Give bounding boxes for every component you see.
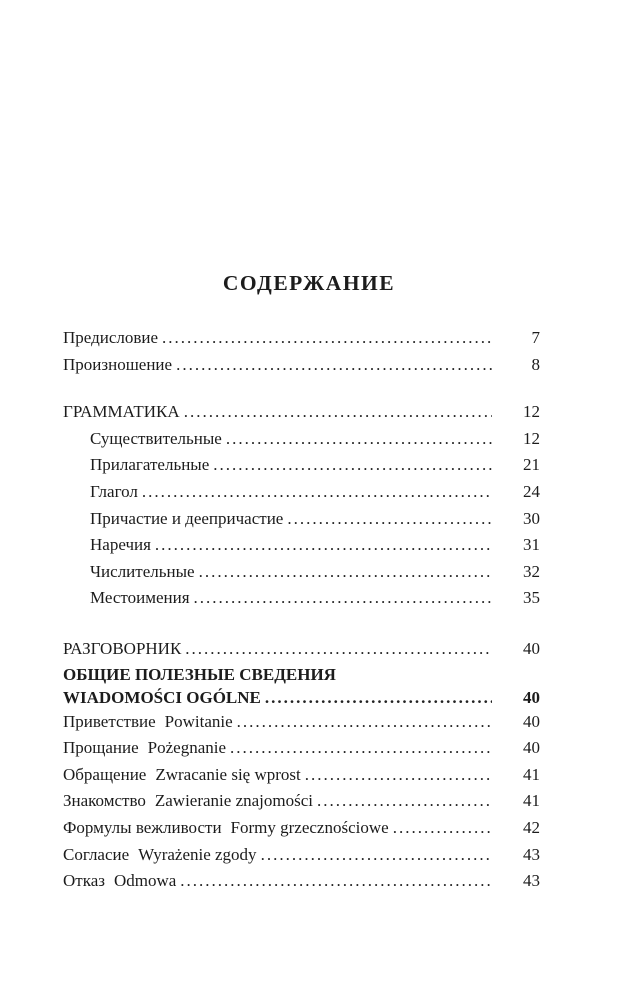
dot-leader	[226, 426, 492, 453]
toc-entry-label-alt: Zwracanie się wprost	[155, 764, 301, 784]
toc-page-number: 43	[523, 871, 540, 891]
toc-entry-label-alt: Zawieranie znajomości	[154, 791, 313, 811]
toc-row	[63, 452, 540, 479]
toc-page-number: 35	[523, 588, 540, 608]
toc-entry-label: Формулы вежливости	[63, 817, 222, 837]
dot-leader	[237, 709, 492, 736]
toc-entry-label: Существительные	[90, 428, 222, 448]
dot-leader	[199, 559, 492, 586]
toc-row	[63, 868, 540, 895]
toc-page-number: 40	[523, 711, 540, 731]
dot-leader	[317, 788, 492, 815]
dot-leader	[213, 452, 492, 479]
toc-entry-label-alt: Formy grzecznościowe	[230, 817, 389, 837]
dot-leader	[230, 735, 492, 762]
toc-page-number: 32	[523, 561, 540, 581]
toc-page-number: 31	[523, 535, 540, 555]
toc-entry-label-alt: Odmowa	[113, 871, 177, 891]
toc-row	[63, 559, 540, 586]
toc-page-number: 30	[523, 508, 540, 528]
toc-entry-label: WIADOMOŚCI OGÓLNE	[63, 687, 261, 707]
dot-leader	[185, 636, 492, 663]
toc-page-number: 42	[523, 817, 540, 837]
dot-leader	[305, 762, 492, 789]
toc-entry-label: ОБЩИЕ ПОЛЕЗНЫЕ СВЕДЕНИЯ	[63, 664, 336, 684]
toc-page-number: 40	[523, 738, 540, 758]
toc-row	[63, 815, 540, 842]
toc-entry-label: Знакомство	[63, 791, 146, 811]
toc-row	[63, 506, 540, 533]
toc-page-number: 7	[531, 328, 540, 347]
toc-row	[63, 842, 540, 869]
toc-page-number: 12	[523, 428, 540, 448]
table-of-contents	[63, 325, 540, 895]
toc-entry-label: РАЗГОВОРНИК	[63, 638, 182, 658]
toc-page-number: 40	[523, 687, 540, 707]
toc-entry-label: Обращение	[63, 764, 147, 784]
toc-row	[63, 663, 540, 686]
toc-page-number: 41	[523, 791, 540, 811]
dot-leader	[184, 399, 492, 426]
toc-row	[63, 788, 540, 815]
dot-leader	[287, 506, 492, 533]
toc-page-number: 43	[523, 844, 540, 864]
toc-row	[63, 532, 540, 559]
dot-leader	[176, 352, 492, 379]
toc-entry-label: Отказ	[63, 871, 105, 891]
toc-entry-label: Произношение	[63, 354, 173, 374]
toc-entry-label: Прилагательные	[90, 455, 210, 475]
toc-entry-label: Причастие и деепричастие	[90, 508, 284, 528]
dot-leader	[155, 532, 492, 559]
toc-row	[63, 636, 540, 663]
toc-page-number: 12	[523, 402, 540, 422]
toc-page-number: 8	[531, 354, 540, 374]
toc-entry-label-alt: Powitanie	[164, 711, 233, 731]
toc-row	[63, 325, 540, 352]
toc-page-number: 40	[523, 638, 540, 658]
dot-leader	[265, 686, 492, 709]
toc-entry-label: Наречия	[90, 535, 151, 555]
toc-row	[63, 735, 540, 762]
toc-page-number: 21	[523, 455, 540, 475]
toc-entry-label: Местоимения	[90, 588, 190, 608]
toc-entry-label: Числительные	[90, 561, 195, 581]
toc-entry-label: Приветствие	[63, 711, 156, 731]
toc-entry-label: Предисловие	[63, 328, 159, 347]
toc-row	[63, 399, 540, 426]
toc-entry-label: Согласие	[63, 844, 130, 864]
toc-row	[63, 709, 540, 736]
contents-title: СОДЕРЖАНИЕ	[222, 271, 396, 296]
toc-entry-label-alt: Wyrażenie zgody	[138, 844, 257, 864]
dot-leader	[261, 842, 492, 869]
toc-page-number: 41	[523, 764, 540, 784]
toc-row	[63, 585, 540, 612]
toc-entry-label: ГРАММАТИКА	[63, 402, 180, 422]
toc-row	[63, 352, 540, 379]
toc-page-number: 24	[523, 481, 540, 501]
dot-leader	[162, 325, 492, 352]
toc-row	[63, 426, 540, 453]
toc-entry-label-alt: Pożegnanie	[147, 738, 227, 758]
toc-row	[63, 762, 540, 789]
toc-entry-label: Глагол	[90, 481, 138, 501]
dot-leader	[393, 815, 492, 842]
toc-row	[63, 686, 540, 709]
dot-leader	[142, 479, 492, 506]
dot-leader	[194, 585, 492, 612]
dot-leader	[180, 868, 492, 895]
toc-entry-label: Прощание	[63, 738, 139, 758]
toc-row	[63, 479, 540, 506]
